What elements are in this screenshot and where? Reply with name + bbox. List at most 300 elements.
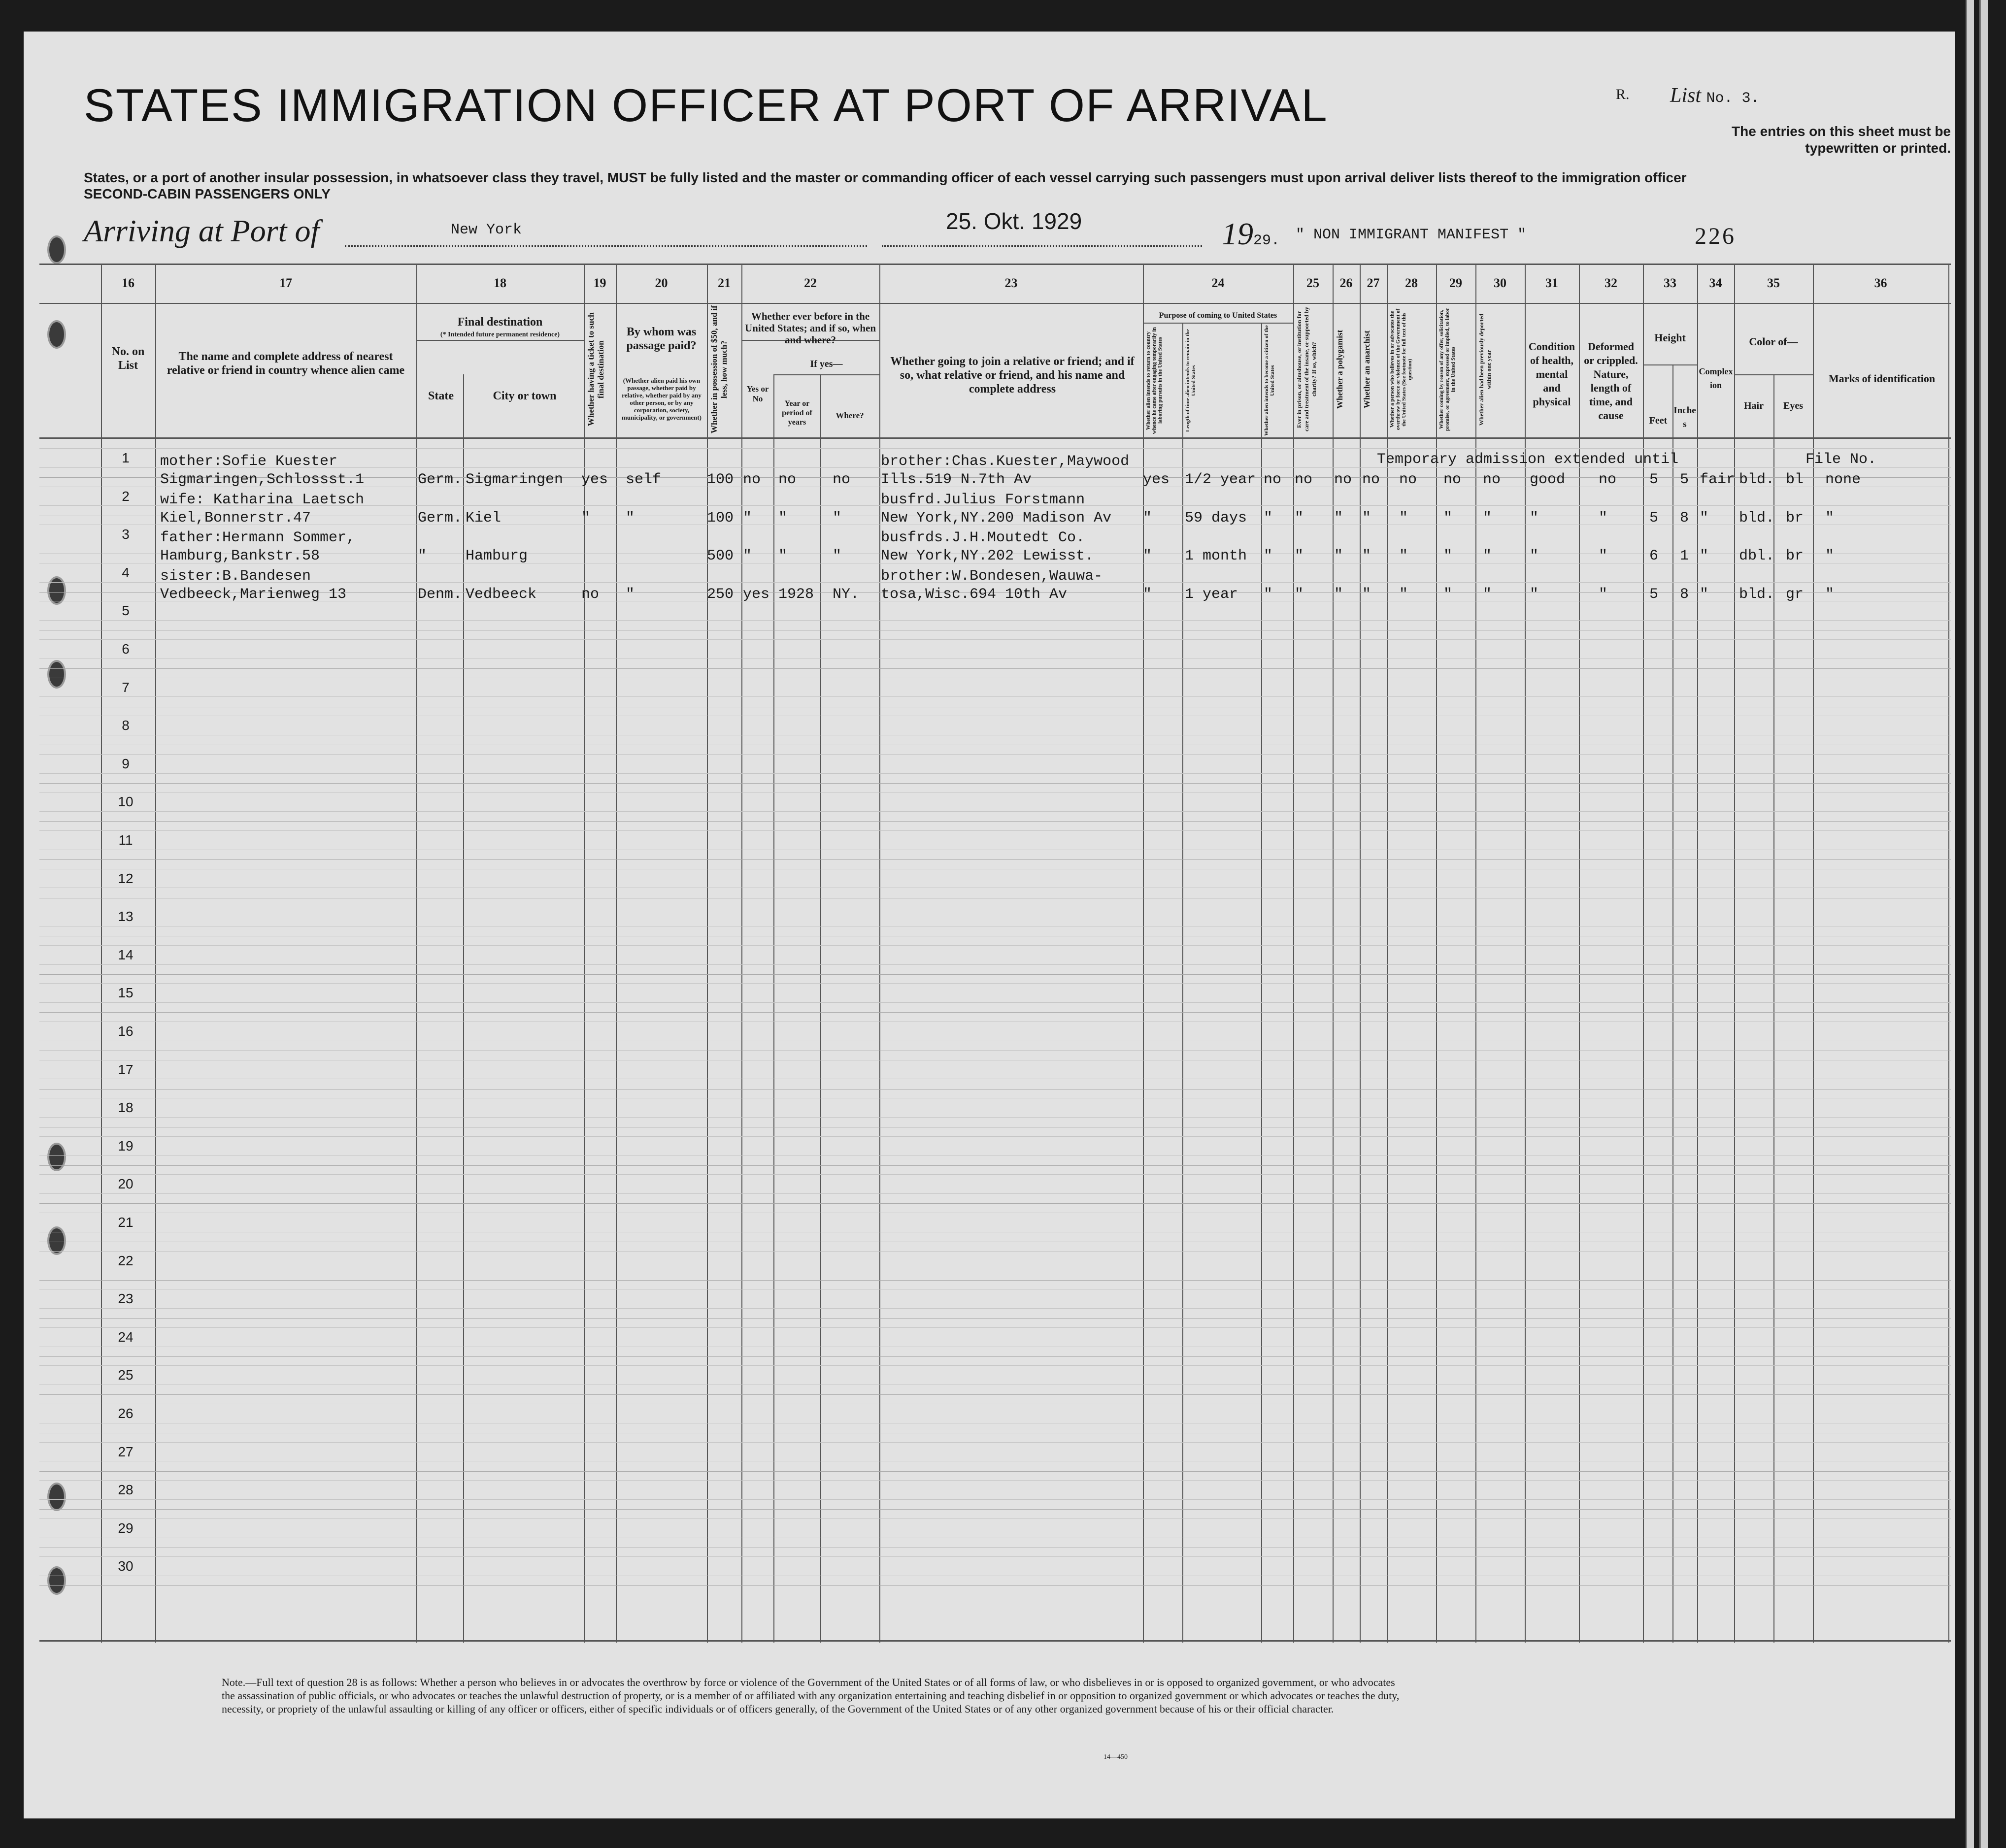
entry-citizen: no [1264,471,1282,488]
fine-rule [39,754,1951,755]
header-prison: Ever in prison, or almshouse, or institution for care and treatment of the insane, or supported by charity? If so, which? [1296,307,1317,432]
row-number: 2 [122,489,130,504]
entry-eyes: br [1786,510,1804,527]
row-number: 18 [118,1100,134,1115]
entry-q30: " [1483,510,1492,527]
entry-rel1: father:Hermann Sommer, [160,529,356,546]
entry-join1: busfrd.Julius Forstmann [881,492,1085,508]
header-purpose-return: Whether alien intends to return to country whence he came after engaging temporarily in laboring pursuits in the United States [1145,327,1163,434]
fine-rule [39,830,1951,831]
row-rule [39,783,1951,784]
entry-hair: bld. [1739,471,1775,488]
row-rule [39,1280,1951,1281]
fine-rule [39,1136,1951,1137]
col-line [1261,323,1262,1643]
col-line [879,264,880,1643]
entry-join2: New York,NY.202 Lewisst. [881,548,1094,564]
row-number: 25 [118,1367,134,1383]
row-number: 12 [118,871,134,886]
fine-rule [39,1365,1951,1366]
entry-complexion: " [1700,586,1709,603]
fine-rule [39,448,1951,449]
entry-paid: self [626,471,662,488]
col-num-23: 23 [1004,276,1018,290]
file-number-label: File No. [1805,451,1877,468]
entry-rel2: Kiel,Bonnerstr.47 [160,510,311,527]
entry-state: Denm. [418,586,463,603]
header-ticket: Whether having a ticket to such final destination [586,312,605,427]
row-rule [39,1356,1951,1357]
col-line [1697,264,1698,1643]
entry-health: good [1530,471,1566,488]
col-line [1672,364,1673,1643]
col-num-35: 35 [1767,276,1780,290]
col-line [1387,264,1388,1643]
entry-city: Sigmaringen [466,471,564,488]
manifest-type: " NON IMMIGRANT MANIFEST " [1296,227,1527,243]
binding-hole [47,320,66,349]
row-rule [39,1012,1951,1013]
entry-q29: no [1443,471,1462,488]
col-line [707,264,708,1643]
entry-deformed: no [1599,471,1617,488]
entry-join2: New York,NY.200 Madison Av [881,510,1112,527]
row-number: 10 [118,794,134,809]
entry-money: 500 [707,548,734,564]
row-number: 29 [118,1520,134,1536]
entry-ticket: " [581,510,591,527]
col-num-18: 18 [494,276,506,290]
row-number: 8 [122,718,130,733]
header-no-on-list: No. on List [111,345,145,372]
entry-where: " [833,510,842,527]
col-num-26: 26 [1339,276,1353,290]
fine-rule [39,696,1951,697]
header-deformed: Deformed or crippled. Nature, length of time, and cause [1584,340,1638,422]
row-number: 27 [118,1444,134,1459]
header-where: Where? [836,411,864,420]
header-purpose: Purpose of coming to United States [1159,311,1277,320]
row-number: 13 [118,909,134,924]
row-number: 1 [122,450,130,465]
page-edge [1979,0,1988,1848]
entry-where: no [833,471,851,488]
entry-complexion: fair [1700,471,1736,488]
header-deported: Whether alien had been previously deported within one year [1478,313,1492,426]
entry-year: 1928 [778,586,814,603]
fine-rule [39,773,1951,774]
binding-hole [47,1143,66,1171]
entry-polyg: " [1334,586,1343,603]
row-rule [39,1394,1951,1395]
entry-anarch: " [1362,548,1371,564]
row-rule [39,1509,1951,1510]
entry-polyg: no [1334,471,1352,488]
row-number: 5 [122,603,130,618]
col-line [1333,264,1334,1643]
col-line [584,264,585,1643]
col-line [463,374,464,1643]
header-money: Whether in possession of $50, and if less, how much? [709,305,729,433]
col-line [1948,264,1949,1643]
col-num-22: 22 [804,276,817,290]
fine-rule [39,1308,1951,1309]
entry-rel1: sister:B.Bandesen [160,568,311,585]
col-num-20: 20 [655,276,668,290]
row-rule [39,1585,1951,1586]
entry-feet: 5 [1649,510,1659,527]
row-rule [39,1203,1951,1204]
header-inches: Inches [1673,405,1696,429]
col-num-30: 30 [1494,276,1506,290]
entry-where: NY. [833,586,860,603]
form-code: 14—450 [1103,1753,1128,1761]
col-line [773,374,774,1643]
row-number: 16 [118,1023,134,1039]
fine-rule [39,1174,1951,1175]
header-divider [39,303,1951,304]
row-number: 22 [118,1253,134,1268]
page-edge [1966,0,1974,1848]
entry-citizen: " [1264,510,1273,527]
entry-eyes: gr [1786,586,1804,603]
entry-q28: " [1399,548,1408,564]
entry-length: 1 month [1185,548,1247,564]
entry-hair: bld. [1739,586,1775,603]
row-rule [39,1471,1951,1472]
col-line [820,374,821,1643]
col-num-36: 36 [1874,276,1887,290]
entry-join2: Ills.519 N.7th Av [881,471,1032,488]
entry-marks: " [1825,510,1835,527]
header-q29: Whether coming by reason of any offer, solicitation, promise, or agreement, expressed or implied, to labor in the United States [1438,307,1456,431]
entry-state: Germ. [418,510,463,527]
header-city: City or town [493,390,557,402]
list-label: List No. 3. [1670,84,1760,107]
entry-return: " [1143,586,1152,603]
sheet-number: 226 [1695,223,1736,249]
header-bottom-border [39,437,1951,439]
entry-join1: brother:Chas.Kuester,Maywood [881,453,1130,470]
binding-hole [47,660,66,689]
entry-eyes: bl [1786,471,1804,488]
entry-rel1: mother:Sofie Kuester [160,453,338,470]
col-num-17: 17 [279,276,292,290]
entry-feet: 5 [1649,586,1659,603]
entry-length: 1/2 year [1185,471,1256,488]
entry-before: " [743,510,752,527]
header-q28: Whether a person who believes in or advocates the overthrow by force or violence of the Government of the United States (See footnote for full text of this question) [1389,308,1413,430]
row-rule [39,974,1951,975]
entry-anarch: " [1362,510,1371,527]
row-number: 30 [118,1558,134,1574]
entry-health: " [1530,510,1539,527]
entry-health: " [1530,586,1539,603]
header-feet: Feet [1649,415,1668,426]
entry-rel1: wife: Katharina Laetsch [160,492,365,508]
col-line [1182,323,1183,1643]
col-line [1143,264,1144,1643]
sub-divider [773,374,879,375]
col-num-19: 19 [593,276,606,290]
row-number: 11 [118,832,133,848]
entry-citizen: " [1264,548,1273,564]
entry-anarch: " [1362,586,1371,603]
row-number: 17 [118,1062,134,1077]
arriving-label: Arriving at Port of [84,213,320,248]
entry-eyes: br [1786,548,1804,564]
header-yes-no: Yes or No [746,384,769,403]
entry-paid: " [626,586,635,603]
instruction-note: The entries on this sheet must be typewritten or printed. [1732,124,1951,156]
col-num-29: 29 [1449,276,1462,290]
header-nearest-relative: The name and complete address of nearest relative or friend in country whence alien came [167,350,405,377]
entry-health: " [1530,548,1539,564]
entry-q28: " [1399,510,1408,527]
entry-return: " [1143,510,1152,527]
entry-q29: " [1443,510,1453,527]
list-prefix: R. [1616,86,1630,102]
col-num-28: 28 [1405,276,1418,290]
header-health: Condition of health, mental and physical [1528,340,1575,408]
entry-prison: " [1295,586,1304,603]
entry-before: no [743,471,761,488]
entry-where: " [833,548,842,564]
entry-q28: " [1399,586,1408,603]
header-purpose-length: Length of time alien intends to remain in the United States [1185,329,1197,432]
entry-anarch: no [1362,471,1380,488]
entry-before: " [743,548,752,564]
header-if-yes: If yes— [810,359,843,369]
entry-q29: " [1443,586,1453,603]
header-marks: Marks of identification [1828,372,1936,385]
fine-rule [39,1556,1951,1557]
sub-divider [1643,364,1697,365]
entry-prison: " [1295,510,1304,527]
entry-marks: none [1825,471,1861,488]
row-number: 9 [122,756,130,771]
fine-rule [39,620,1951,621]
fine-rule [39,1251,1951,1252]
entry-return: " [1143,548,1152,564]
entry-rel2: Hamburg,Bankstr.58 [160,548,320,564]
entry-state: Germ. [418,471,463,488]
port-value: New York [451,222,522,238]
fine-rule [39,811,1951,812]
col-line [1813,264,1814,1643]
row-number: 3 [122,527,130,542]
entry-deformed: " [1599,586,1608,603]
entry-join2: tosa,Wisc.694 10th Av [881,586,1068,603]
cabin-class: SECOND-CABIN PASSENGERS ONLY [84,186,331,201]
entry-rel2: Vedbeeck,Marienweg 13 [160,586,347,603]
fine-rule [39,639,1951,640]
col-line [1436,264,1437,1643]
col-num-34: 34 [1709,276,1722,290]
entry-deformed: " [1599,548,1608,564]
row-number: 26 [118,1406,134,1421]
col-line [155,264,156,1643]
header-polygamist: Whether a polygamist [1335,330,1344,409]
entry-year: " [778,548,788,564]
entry-hair: bld. [1739,510,1775,527]
entry-q29: " [1443,548,1453,564]
header-complexion: Complexion [1699,366,1733,390]
header-height: Height [1654,331,1686,344]
entry-money: 250 [707,586,734,603]
entry-q30: " [1483,586,1492,603]
fine-rule [39,1193,1951,1194]
col-line [741,264,742,1643]
row-rule [39,1318,1951,1319]
header-join-relative: Whether going to join a relative or friend; and if so, what relative or friend, and his name and complete address [890,355,1135,396]
entry-q28: no [1399,471,1417,488]
header-eyes: Eyes [1783,400,1803,411]
entry-inches: 1 [1680,548,1689,564]
row-number: 4 [122,565,130,580]
entry-prison: " [1295,548,1304,564]
fine-rule [39,1518,1951,1519]
fine-rule [39,945,1951,946]
subtitle: States, or a port of another insular possession, in whatsoever class they travel, MUST be fully listed and the master or commanding officer of each vessel carrying such passengers must upon arrival deliver lists thereof to the immigration officer [84,170,1687,185]
col-line [1525,264,1526,1643]
row-number: 19 [118,1138,134,1154]
header-year: Year or period of years [782,399,812,427]
row-rule [39,821,1951,822]
entry-inches: 8 [1680,510,1689,527]
fine-rule [39,1327,1951,1328]
entry-state: " [418,548,427,564]
entry-polyg: " [1334,548,1343,564]
header-passage-paid-note: (Whether alien paid his own passage, whether paid by relative, whether paid by any other person, or by any corporation, society, municipality, or government) [622,377,702,421]
entry-city: Kiel [466,510,502,527]
entry-q30: " [1483,548,1492,564]
entry-paid: " [626,510,635,527]
col-line [1475,264,1476,1643]
col-line [1360,264,1361,1643]
header-final-destination-note: (* Intended future permanent residence) [440,331,560,338]
entry-feet: 5 [1649,471,1659,488]
table-top-border [39,264,1951,265]
col-num-25: 25 [1306,276,1319,290]
fine-rule [39,1442,1951,1443]
row-number: 21 [118,1215,134,1230]
fine-rule [39,983,1951,984]
fine-rule [39,1002,1951,1003]
entry-deformed: " [1599,510,1608,527]
entry-year: " [778,510,788,527]
col-line [1579,264,1580,1643]
entry-complexion: " [1700,548,1709,564]
entry-inches: 5 [1680,471,1689,488]
entry-feet: 6 [1649,548,1659,564]
row-number: 28 [118,1482,134,1497]
table-bottom-border [39,1640,1951,1642]
entry-money: 100 [707,510,734,527]
manifest-sheet [24,32,1955,1818]
row-rule [39,668,1951,669]
header-state: State [428,390,454,402]
header-color: Color of— [1749,335,1798,348]
year-label: 1929. [1222,216,1280,251]
entry-city: Hamburg [466,548,528,564]
header-anarchist: Whether an anarchist [1362,330,1371,409]
entry-citizen: " [1264,586,1273,603]
row-rule [39,1165,1951,1166]
header-purpose-citizen: Whether alien intends to become a citizen of the United States [1264,325,1275,436]
entry-money: 100 [707,471,734,488]
header-hair: Hair [1744,400,1764,411]
entry-join1: brother:W.Bondesen,Wauwa- [881,568,1103,585]
entry-marks: " [1825,548,1835,564]
col-num-32: 32 [1605,276,1617,290]
fine-rule [39,1480,1951,1481]
entry-ticket: yes [581,471,608,488]
page-title: STATES IMMIGRATION OFFICER AT PORT OF ARRIVAL [84,79,1328,131]
row-number: 7 [122,680,130,695]
row-number: 14 [118,947,134,962]
col-num-27: 27 [1367,276,1380,290]
col-num-33: 33 [1664,276,1676,290]
col-line [1773,374,1774,1643]
row-number: 6 [122,641,130,657]
entry-complexion: " [1700,510,1709,527]
col-line [1293,264,1294,1643]
sub-divider [1143,323,1293,324]
date-stamp: 25. Okt. 1929 [946,208,1082,234]
admission-annotation: Temporary admission extended until [1377,451,1679,468]
entry-length: 1 year [1185,586,1238,603]
row-number: 20 [118,1176,134,1191]
port-line [345,245,867,247]
row-number: 23 [118,1291,134,1306]
col-num-16: 16 [122,276,134,290]
footnote-q28: Note.—Full text of question 28 is as follows: Whether a person who believes in or advocates the overthrow by force or violence of the Government of the United States or of all forms of law, or who disbelieves in or is opposed to organized government, or who advocates the assassination of public officials, or who advocates or teaches the unlawful destruction of property, or is a member of or affiliated with any organization entertaining and teaching disbelief in or opposition to organized government or which advocates or teaches the duty, necessity, or propriety of the unlawful assaulting or killing of any officer or officers, either of specific individuals or of officers generally, of the Government of the United States or of any other organized government because of his or their official character. [222,1676,1400,1715]
entry-year: no [778,471,797,488]
sub-divider [1734,374,1813,375]
entry-return: yes [1143,471,1170,488]
fine-rule [39,1155,1951,1156]
binding-hole [47,235,66,264]
row-number: 24 [118,1329,134,1345]
col-num-31: 31 [1545,276,1558,290]
header-passage-paid: By whom was passage paid? [626,326,697,352]
header-final-destination: Final destination [457,316,543,329]
entry-q30: no [1483,471,1501,488]
entry-ticket: no [581,586,600,603]
row-number: 15 [118,985,134,1000]
binding-hole [47,1566,66,1595]
col-num-24: 24 [1211,276,1225,290]
entry-inches: 8 [1680,586,1689,603]
entry-rel2: Sigmaringen,Schlossst.1 [160,471,365,488]
entry-before: yes [743,586,770,603]
entry-city: Vedbeeck [466,586,537,603]
fine-rule [39,1499,1951,1500]
sub-divider [416,340,584,341]
entry-polyg: " [1334,510,1343,527]
col-num-21: 21 [718,276,731,290]
header-ever-before: Whether ever before in the United States; and if so, when and where? [744,310,876,346]
date-line [882,245,1202,247]
col-line [416,264,417,1643]
binding-hole [47,1483,66,1511]
fine-rule [39,1117,1951,1118]
entry-join1: busfrds.J.H.Moutedt Co. [881,529,1085,546]
entry-marks: " [1825,586,1835,603]
entry-length: 59 days [1185,510,1247,527]
col-line [1734,264,1735,1643]
